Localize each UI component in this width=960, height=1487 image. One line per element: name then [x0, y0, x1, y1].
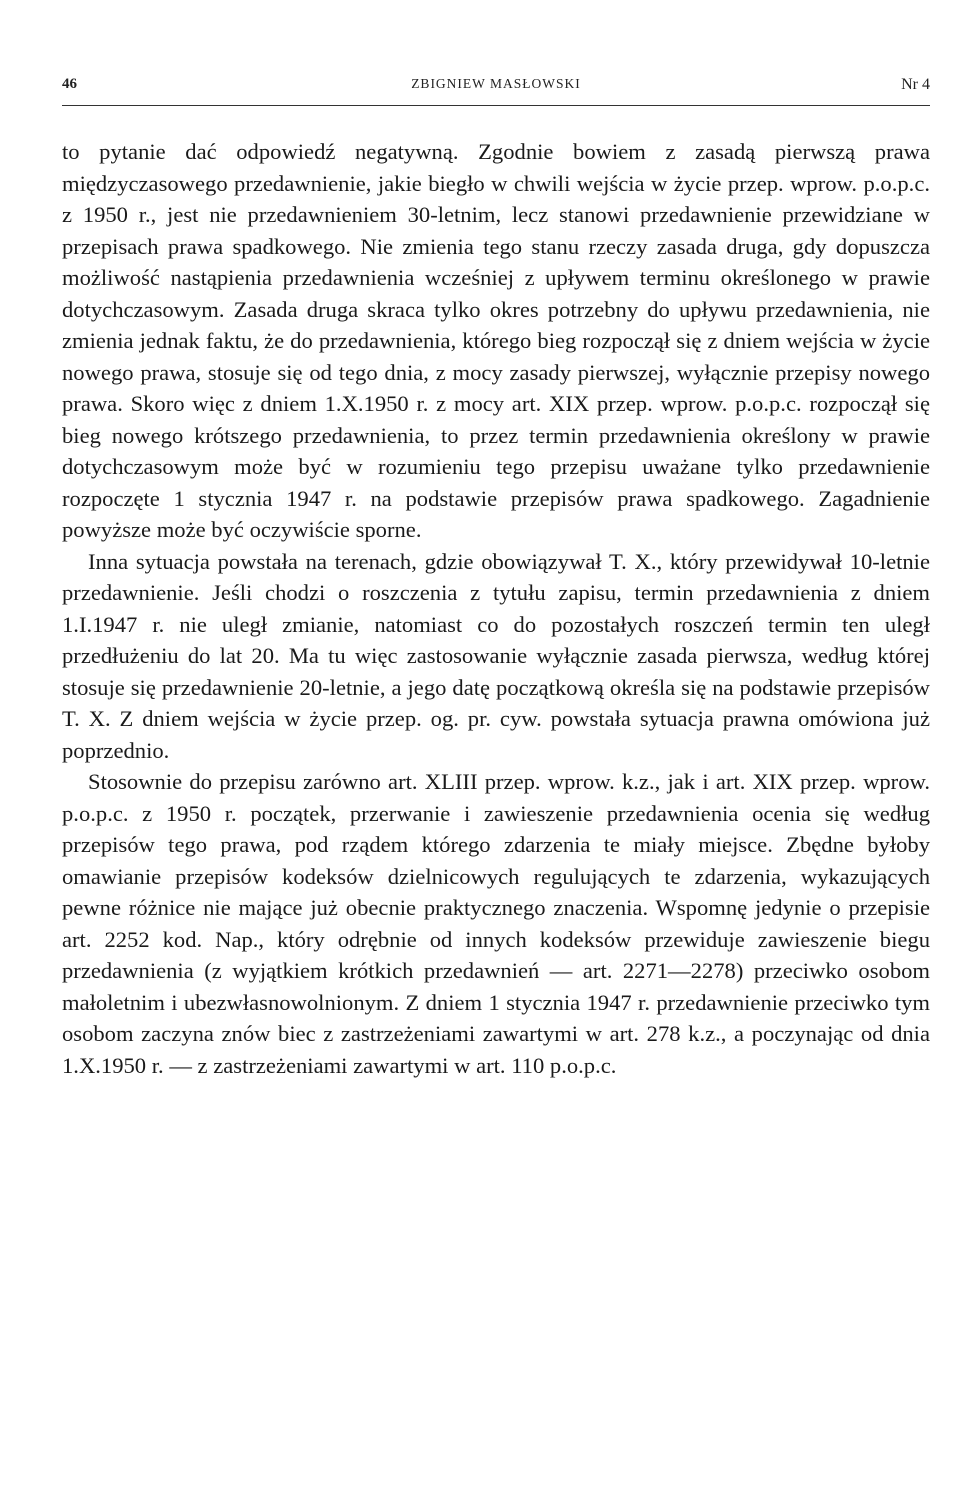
running-head-author: ZBIGNIEW MASŁOWSKI	[411, 76, 581, 91]
paragraph-1: to pytanie dać odpowiedź negatywną. Zgodnie bowiem z zasadą pierwszą prawa międzyczasowego przedawnienie, jakie biegło w chwili wejścia w życie przep. wprow. p.o.p.c. z 1950 r., jest nie przedawnieniem 30-letnim, lecz stanowi przedawnienie przewidziane w przepisach prawa spadkowego. Nie zmienia tego stanu rzeczy zasada druga, gdy dopuszcza możliwość nastąpienia przedawnienia wcześniej z upływem terminu określonego w prawie dotychczasowym. Zasada druga skraca tylko okres potrzebny do upływu przedawnienia, nie zmienia jednak faktu, że do przedawnienia, którego bieg rozpoczął się z dniem wejścia w życie nowego prawa, stosuje się od tego dnia, z mocy zasady pierwszej, wyłącznie przepisy nowego prawa. Skoro więc z dniem 1.X.1950 r. z mocy art. XIX przep. wprow. p.o.p.c. rozpoczął się bieg nowego krótszego przedawnienia, to przez termin przedawnienia określony w prawie dotychczasowym może być w rozumieniu tego przepisu uważane tylko przedawnienie rozpoczęte 1 stycznia 1947 r. na podstawie przepisów prawa spadkowego. Zagadnienie powyższe może być oczywiście sporne.	[62, 139, 930, 542]
page-number: 46	[62, 76, 77, 92]
header-rule	[62, 105, 930, 106]
issue-number: Nr 4	[901, 76, 930, 93]
running-head	[62, 70, 930, 98]
paragraph-2: Inna sytuacja powstała na terenach, gdzie obowiązywał T. X., który przewidywał 10-letnie przedawnienie. Jeśli chodzi o roszczenia z tytułu zapisu, termin przedawnienia z dniem 1.I.1947 r. nie uległ zmianie, natomiast co do pozostałych roszczeń termin ten uległ przedłużeniu do lat 20. Ma tu więc zastosowanie wyłącznie zasada pierwsza, według której stosuje się przedawnienie 20-letnie, a jego datę początkową określa się na podstawie przepisów T. X. Z dniem wejścia w życie przep. og. pr. cyw. powstała sytuacja prawna omówiona już poprzednio.	[62, 548, 930, 763]
body-text	[62, 136, 930, 1081]
paragraph-3: Stosownie do przepisu zarówno art. XLIII przep. wprow. k.z., jak i art. XIX przep. wprow. p.o.p.c. z 1950 r. początek, przerwanie i zawieszenie przedawnienia ocenia się według przepisów tego prawa, pod rządem którego zdarzenia te miały miejsce. Zbędne byłoby omawianie przepisów kodeksów dzielnicowych regulujących te zdarzenia, wykazujących pewne różnice nie mające już obecnie praktycznego znaczenia. Wspomnę jedynie o przepisie art. 2252 kod. Nap., który odrębnie od innych kodeksów przewiduje zawieszenie biegu przedawnienia (z wyjątkiem krótkich przedawnień — art. 2271—2278) przeciwko osobom małoletnim i ubezwłasnowolnionym. Z dniem 1 stycznia 1947 r. przedawnienie przeciwko tym osobom zaczyna znów biec z zastrzeżeniami zawartymi w art. 278 k.z., a poczynając od dnia 1.X.1950 r. — z zastrzeżeniami zawartymi w art. 110 p.o.p.c.	[62, 769, 930, 1078]
document-page	[62, 70, 930, 1078]
